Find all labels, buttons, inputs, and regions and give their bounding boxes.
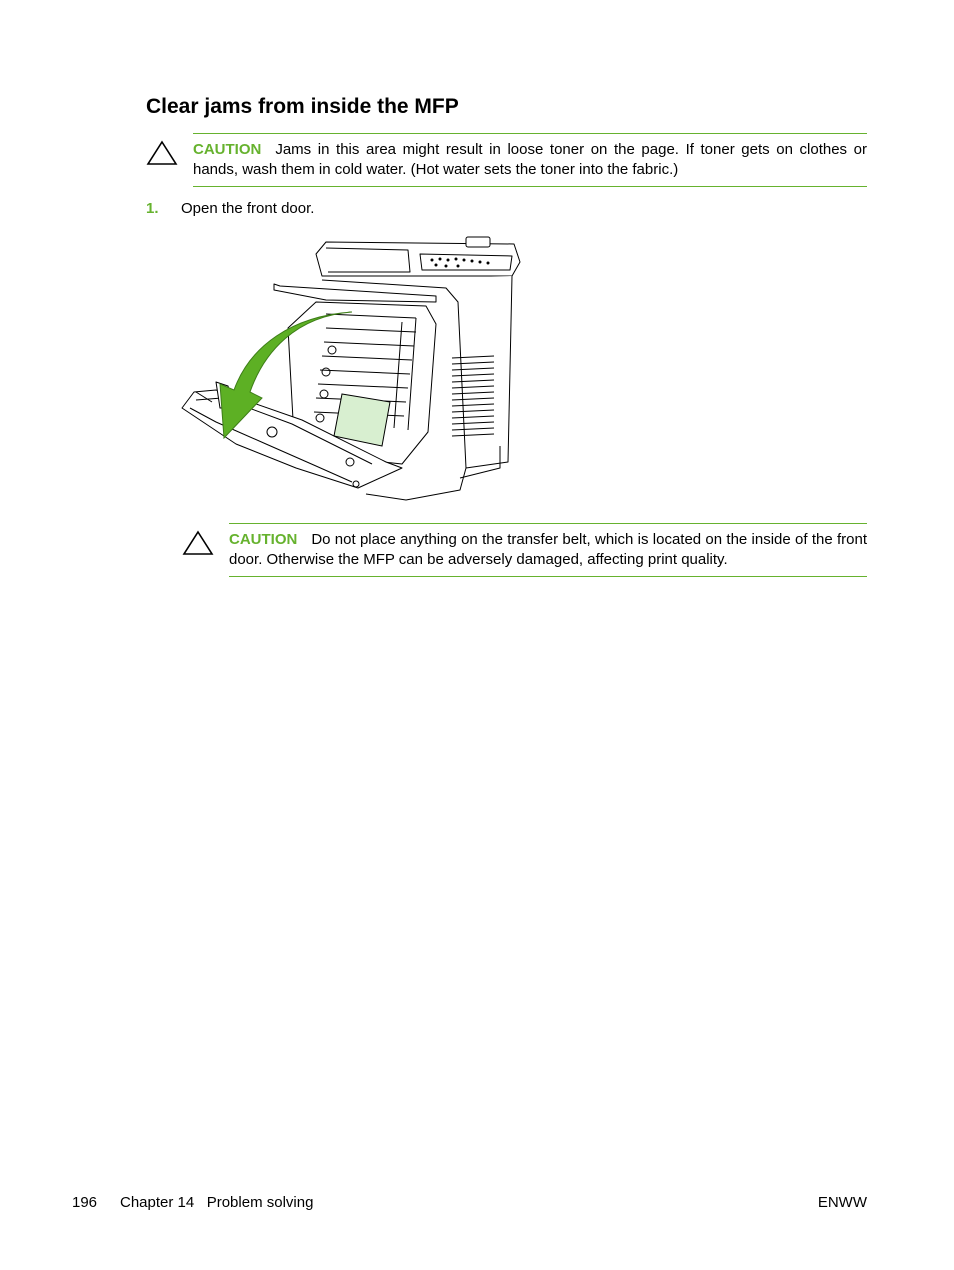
- page-number: 196: [72, 1194, 98, 1211]
- chapter-title: Chapter 14 Problem solving: [120, 1194, 314, 1211]
- section-heading: Clear jams from inside the MFP: [146, 95, 459, 118]
- page-footer: [72, 1193, 867, 1213]
- step-number: 1.: [146, 200, 159, 217]
- caution-text: Do not place anything on the transfer belt, which is located on the inside of the front door. Otherwise the MFP can be adversely damaged, affecting print quality.: [229, 531, 867, 568]
- caution-box: [229, 523, 867, 577]
- caution-triangle-icon: [146, 140, 178, 166]
- jammed-paper: [334, 394, 390, 446]
- step-item: [146, 199, 314, 219]
- caution-text: Jams in this area might result in loose toner on the page. If toner gets on clothes or hands, wash them in cold water. (Hot water sets the toner into the fabric.): [193, 141, 867, 178]
- caution-text-block: [193, 140, 867, 180]
- caution-triangle-icon: [182, 530, 214, 556]
- caution-box: [193, 133, 867, 187]
- caution-label: CAUTION: [193, 141, 262, 158]
- step-text: Open the front door.: [181, 200, 315, 217]
- printer-front-door-open-illustration: [176, 232, 526, 504]
- caution-label: CAUTION: [229, 531, 298, 548]
- caution-text-block: [229, 530, 867, 570]
- footer-doc-code: ENWW: [817, 1194, 867, 1211]
